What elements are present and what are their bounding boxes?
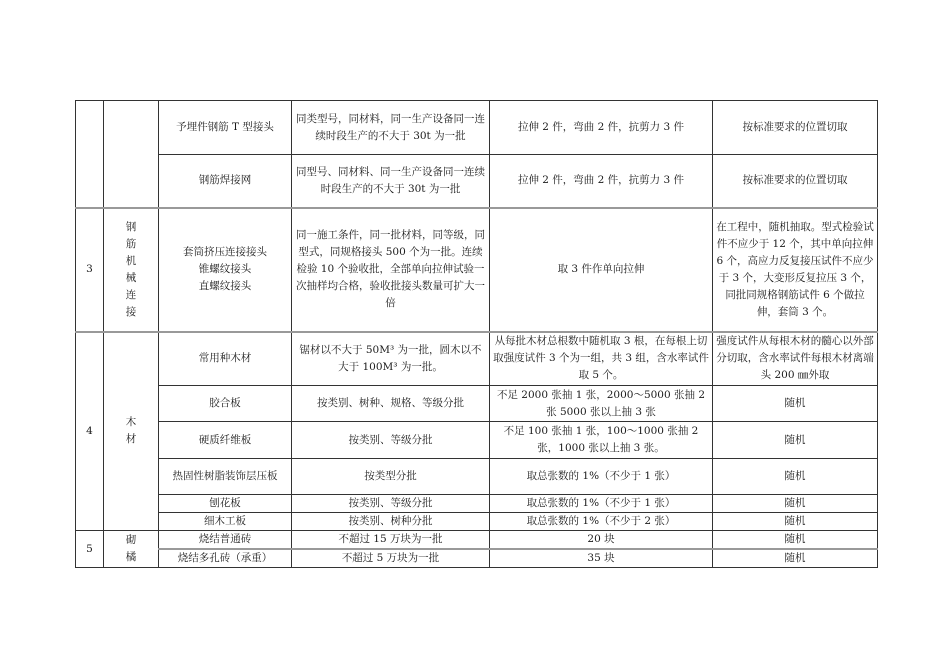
item-cell: 烧结普通砖 — [159, 531, 292, 550]
batch-rule-cell: 按类型分批 — [292, 459, 490, 495]
category-cell: 钢 筋 机 械 连 接 — [104, 208, 159, 332]
table-row — [76, 513, 878, 531]
sampling-quantity-cell: 拉伸 2 件，弯曲 2 件，抗剪力 3 件 — [490, 101, 713, 155]
section-number-cell — [76, 101, 104, 208]
item-cell: 套筒挤压连接接头 锥螺纹接头 直螺纹接头 — [159, 208, 292, 332]
item-cell: 细木工板 — [159, 513, 292, 531]
table-row — [76, 155, 878, 208]
table-row — [76, 332, 878, 386]
section-number-cell: 3 — [76, 208, 104, 332]
item-cell: 烧结多孔砖（承重） — [159, 549, 292, 568]
batch-rule-cell: 同一施工条件，同一批材料，同等级，同型式，同规格接头 500 个为一批。连续检验 10 个验收批，全部单向拉伸试验一次抽样均合格，验收批接头数量可扩大一倍 — [292, 208, 490, 332]
item-cell: 钢筋焊接网 — [159, 155, 292, 208]
sampling-method-cell: 按标准要求的位置切取 — [713, 101, 878, 155]
table-row — [76, 459, 878, 495]
item-cell: 热固性树脂装饰层压板 — [159, 459, 292, 495]
batch-rule-cell: 按类别、树种分批 — [292, 513, 490, 531]
sampling-quantity-cell: 拉伸 2 件，弯曲 2 件，抗剪力 3 件 — [490, 155, 713, 208]
sampling-spec-table — [75, 100, 878, 568]
table-row — [76, 101, 878, 155]
category-cell — [104, 101, 159, 208]
table-row — [76, 422, 878, 459]
sampling-quantity-cell: 取总张数的 1%（不少于 1 张） — [490, 495, 713, 513]
table-row — [76, 549, 878, 568]
sampling-quantity-cell: 取总张数的 1%（不少于 2 张） — [490, 513, 713, 531]
sampling-method-cell: 随机 — [713, 495, 878, 513]
batch-rule-cell: 锯材以不大于 50M³ 为一批，圆木以不大于 100M³ 为一批。 — [292, 332, 490, 386]
batch-rule-cell: 不超过 15 万块为一批 — [292, 531, 490, 550]
batch-rule-cell: 按类别、等级分批 — [292, 495, 490, 513]
item-cell: 予埋件钢筋 T 型接头 — [159, 101, 292, 155]
sampling-quantity-cell: 不足 2000 张抽 1 张，2000～5000 张抽 2 张 5000 张以上抽 3 张 — [490, 386, 713, 422]
table-row — [76, 495, 878, 513]
item-cell: 胶合板 — [159, 386, 292, 422]
batch-rule-cell: 按类别、树种、规格、等级分批 — [292, 386, 490, 422]
batch-rule-cell: 同类型号，同材料，同一生产设备同一连续时段生产的不大于 30t 为一批 — [292, 101, 490, 155]
sampling-quantity-cell: 取总张数的 1%（不少于 1 张） — [490, 459, 713, 495]
table-row — [76, 208, 878, 332]
sampling-method-cell: 强度试件从每根木材的髓心以外部分切取，含水率试件每根木材离端头 200 ㎜外取 — [713, 332, 878, 386]
sampling-quantity-cell: 不足 100 张抽 1 张，100～1000 张抽 2 张，1000 张以上抽 3 张。 — [490, 422, 713, 459]
item-cell: 刨花板 — [159, 495, 292, 513]
batch-rule-cell: 按类别、等级分批 — [292, 422, 490, 459]
sampling-method-cell: 随机 — [713, 513, 878, 531]
table-row — [76, 531, 878, 550]
section-number-cell: 5 — [76, 531, 104, 568]
category-cell: 木 材 — [104, 332, 159, 531]
batch-rule-cell: 同型号、同材料、同一生产设备同一连续时段生产的不大于 30t 为一批 — [292, 155, 490, 208]
table-row — [76, 386, 878, 422]
sampling-method-cell: 随机 — [713, 386, 878, 422]
sampling-method-cell: 在工程中，随机抽取。型式检验试件不应少于 12 个，其中单向拉伸 6 个，高应力反复接压试件不应少于 3 个，大变形反复拉压 3 个，同批同规格钢筋试件 6 个做拉伸，套筒 3 个。 — [713, 208, 878, 332]
sampling-method-cell: 按标准要求的位置切取 — [713, 155, 878, 208]
sampling-method-cell: 随机 — [713, 531, 878, 550]
sampling-quantity-cell: 35 块 — [490, 549, 713, 568]
sampling-quantity-cell: 从每批木材总根数中随机取 3 根，在每根上切取强度试件 3 个为一组，共 3 组，含水率试件取 5 个。 — [490, 332, 713, 386]
sampling-quantity-cell: 取 3 件作单向拉伸 — [490, 208, 713, 332]
category-cell: 砌 橘 — [104, 531, 159, 568]
sampling-method-cell: 随机 — [713, 422, 878, 459]
item-cell: 硬质纤维板 — [159, 422, 292, 459]
sampling-method-cell: 随机 — [713, 549, 878, 568]
sampling-method-cell: 随机 — [713, 459, 878, 495]
sampling-quantity-cell: 20 块 — [490, 531, 713, 550]
section-number-cell: 4 — [76, 332, 104, 531]
batch-rule-cell: 不超过 5 万块为一批 — [292, 549, 490, 568]
item-cell: 常用种木材 — [159, 332, 292, 386]
